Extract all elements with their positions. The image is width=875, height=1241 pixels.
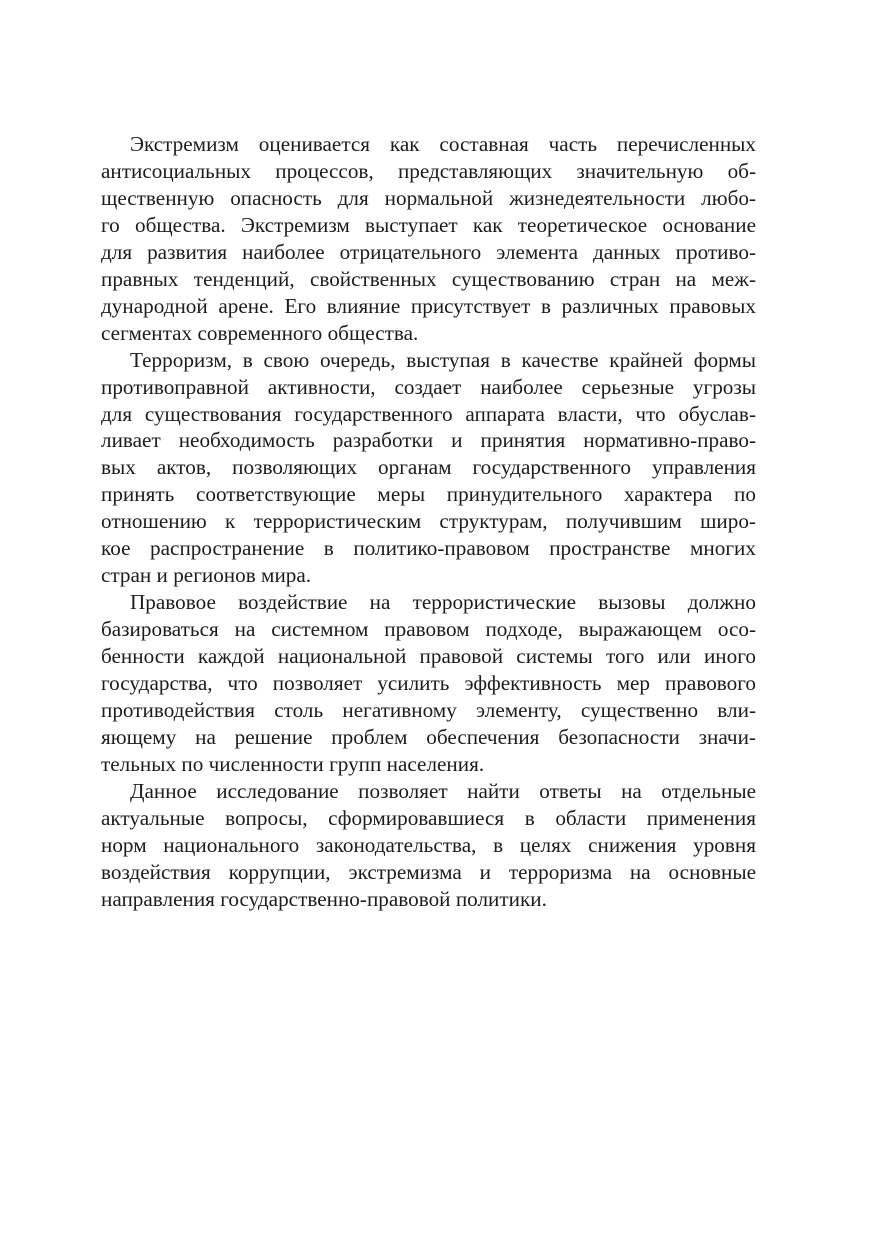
text-line: дународной арене. Его влияние присутствует в различных правовых	[101, 293, 756, 318]
text-line: го общества. Экстремизм выступает как теоретическое основание	[101, 212, 756, 237]
text-line: щественную опасность для нормальной жизнедеятельности любо-	[101, 185, 756, 210]
text-line: стран и регионов мира.	[101, 563, 312, 588]
text-line: Данное исследование позволяет найти ответы на отдельные	[130, 778, 756, 803]
text-line: для развития наиболее отрицательного элемента данных противо-	[101, 239, 756, 264]
text-line: воздействия коррупции, экстремизма и терроризма на основные	[101, 859, 756, 884]
text-line: ливает необходимость разработки и принятия нормативно-право-	[101, 428, 756, 453]
paragraph-legal-impact	[101, 589, 756, 778]
text-line: кое распространение в политико-правовом пространстве многих	[101, 536, 756, 561]
text-line: норм национального законодательства, в целях снижения уровня	[101, 832, 756, 857]
text-line: противодействия столь негативному элементу, существенно вли-	[101, 698, 756, 723]
text-line: правных тенденций, свойственных существованию стран на меж-	[101, 266, 756, 291]
text-line: государства, что позволяет усилить эффективность мер правового	[101, 671, 756, 696]
text-line: для существования государственного аппарата власти, что обуслав-	[101, 401, 756, 426]
paragraph-terrorism	[101, 347, 756, 590]
text-line: противоправной активности, создает наиболее серьезные угрозы	[101, 374, 756, 399]
text-line: яющему на решение проблем обеспечения безопасности значи-	[101, 724, 756, 749]
paragraph-extremism	[101, 131, 756, 347]
text-line: базироваться на системном правовом подходе, выражающем осо-	[101, 617, 756, 642]
text-line: Терроризм, в свою очередь, выступая в качестве крайней формы	[130, 347, 756, 372]
text-line: вых актов, позволяющих органам государственного управления	[101, 455, 756, 480]
body-text	[101, 131, 756, 913]
text-line: сегментах современного общества.	[101, 320, 419, 345]
text-line: отношению к террористическим структурам, получившим широ-	[101, 509, 756, 534]
paragraph-research	[101, 778, 756, 913]
text-line: актуальные вопросы, сформировавшиеся в области применения	[101, 805, 756, 830]
text-line: принять соответствующие меры принудительного характера по	[101, 482, 756, 507]
text-line: направления государственно-правовой политики.	[101, 886, 547, 911]
text-line: Экстремизм оценивается как составная часть перечисленных	[130, 132, 756, 156]
text-line: бенности каждой национальной правовой системы того или иного	[101, 644, 756, 669]
text-line: антисоциальных процессов, представляющих значительную об-	[101, 158, 756, 183]
text-line: Правовое воздействие на террористические вызовы должно	[130, 590, 756, 615]
text-line: тельных по численности групп населения.	[101, 751, 485, 776]
